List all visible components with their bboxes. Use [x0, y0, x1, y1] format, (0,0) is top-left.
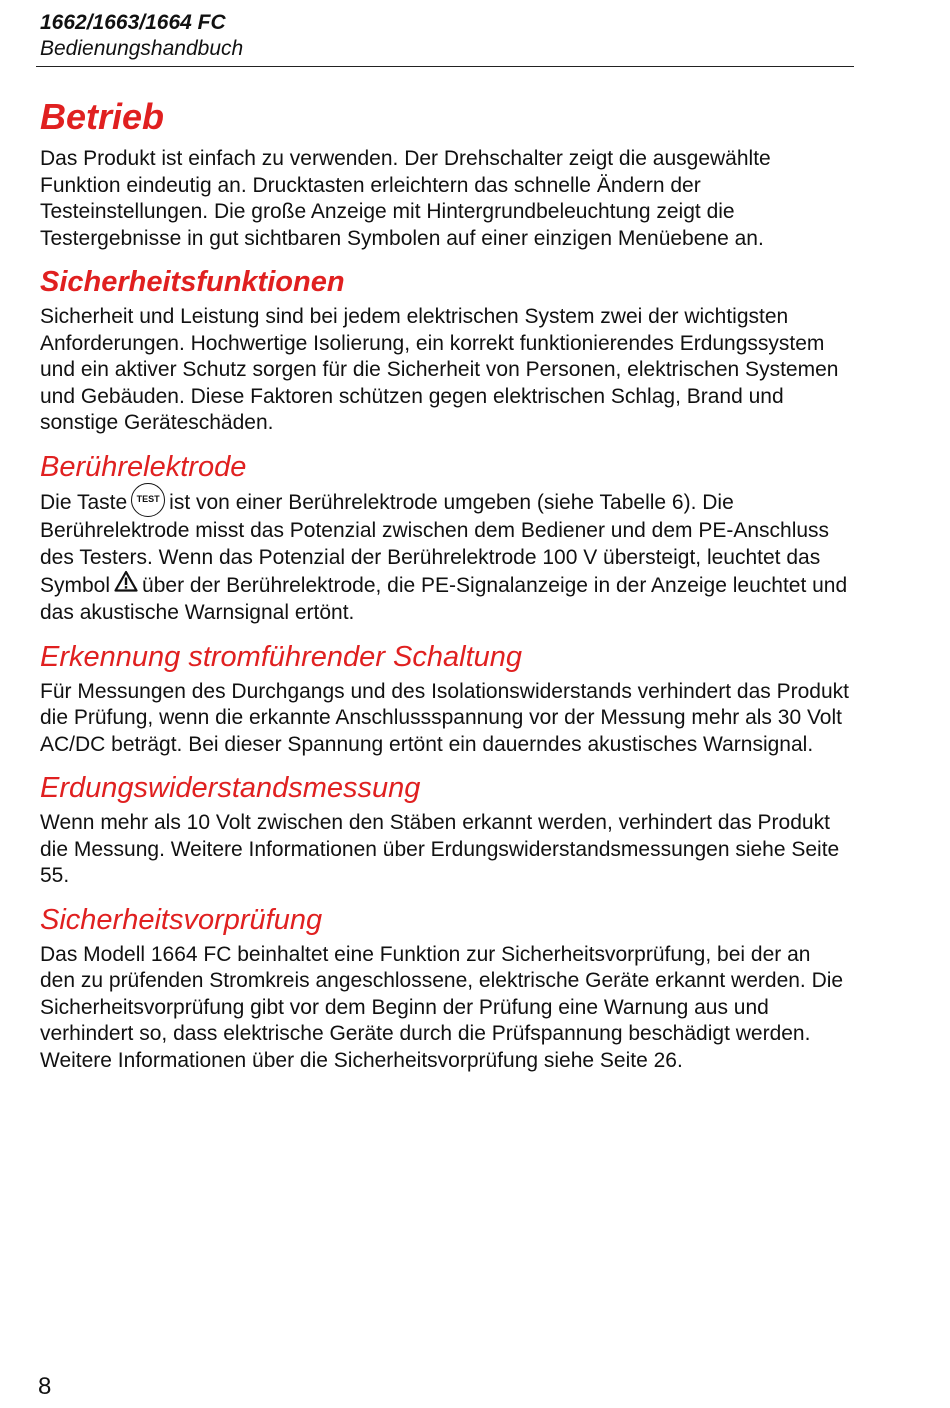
- section-body-live-circuit: Für Messungen des Durchgangs und des Isolationswiderstands verhindert das Produkt die Prüfung, wenn die erkannte Anschlussspannung vor der Messung mehr als 30 Volt AC/DC beträgt. Bei dieser Spannung ertönt ein dauerndes akustisches Warnsignal.: [40, 679, 849, 756]
- header-divider: [36, 66, 854, 67]
- section-title-touch-electrode: Berührelektrode: [40, 450, 247, 483]
- header-subtitle: Bedienungshandbuch: [40, 37, 244, 60]
- warning-triangle-icon: [114, 570, 138, 600]
- page-header: [40, 10, 854, 62]
- test-button-icon: [131, 483, 165, 517]
- header-model: 1662/1663/1664 FC: [40, 11, 226, 34]
- section-body-safety: Sicherheit und Leistung sind bei jedem elektrischen System zwei der wichtigsten Anforderungen. Hochwertige Isolierung, ein korrekt funktionierendes Erdungssystem und ein aktiver Schutz sorgen für die Sicherheit von Personen, elektrischen Systemen und Gebäuden. Diese Faktoren schützen gegen elektrischen Schlag, Brand und sonstige Geräteschäden.: [40, 305, 839, 434]
- section-body-touch-electrode: [40, 489, 850, 627]
- section-title-operation: Betrieb: [40, 96, 165, 137]
- section-title-earth-resistance: Erdungswiderstandsmessung: [40, 772, 421, 805]
- page-content: [40, 94, 850, 1074]
- page-number: 8: [38, 1373, 52, 1400]
- section-body-pretest: Das Modell 1664 FC beinhaltet eine Funktion zur Sicherheitsvorprüfung, bei der an den zu prüfenden Stromkreis angeschlossene, elektrische Geräte erkannt werden. Die Sicherheitsvorprüfung gibt vor dem Beginn der Prüfung eine Warnung aus und verhindert so, dass elektrische Geräte durch die Prüfspannung beschädigt werden. Weitere Informationen über die Sicherheitsvorprüfung siehe Seite 26.: [40, 942, 844, 1072]
- touch-text-part1: Die Taste: [40, 490, 128, 514]
- section-body-earth-resistance: Wenn mehr als 10 Volt zwischen den Stäben erkannt werden, verhindert das Produkt die Messung. Weitere Informationen über Erdungswiderstandsmessungen siehe Seite 55.: [40, 811, 840, 888]
- section-title-safety: Sicherheitsfunktionen: [40, 266, 345, 298]
- test-key-label: TEST: [136, 493, 160, 504]
- section-body-operation: Das Produkt ist einfach zu verwenden. Der Drehschalter zeigt die ausgewählte Funktion eindeutig an. Drucktasten erleichtern das schnelle Ändern der Testeinstellungen. Die große Anzeige mit Hintergrundbeleuchtung zeigt die Testergebnisse in gut sichtbaren Symbolen auf einer einzigen Menüebene an.: [40, 147, 771, 250]
- section-title-live-circuit: Erkennung stromführender Schaltung: [40, 640, 523, 673]
- section-title-pretest: Sicherheitsvorprüfung: [40, 903, 323, 936]
- touch-text-part2: ist von einer Berührelektrode umgeben (siehe Tabelle 6). Die Berührelektrode misst das Potenzial zwischen dem Bediener und dem PE-Anschluss des Testers. Wenn das Potenzial der Berührelektrode 100 V übersteigt, leuchtet das Symbol: [40, 490, 830, 597]
- touch-text-part3: über der Berührelektrode, die PE-Signalanzeige in der Anzeige leuchtet und das akustische Warnsignal ertönt.: [40, 573, 848, 625]
